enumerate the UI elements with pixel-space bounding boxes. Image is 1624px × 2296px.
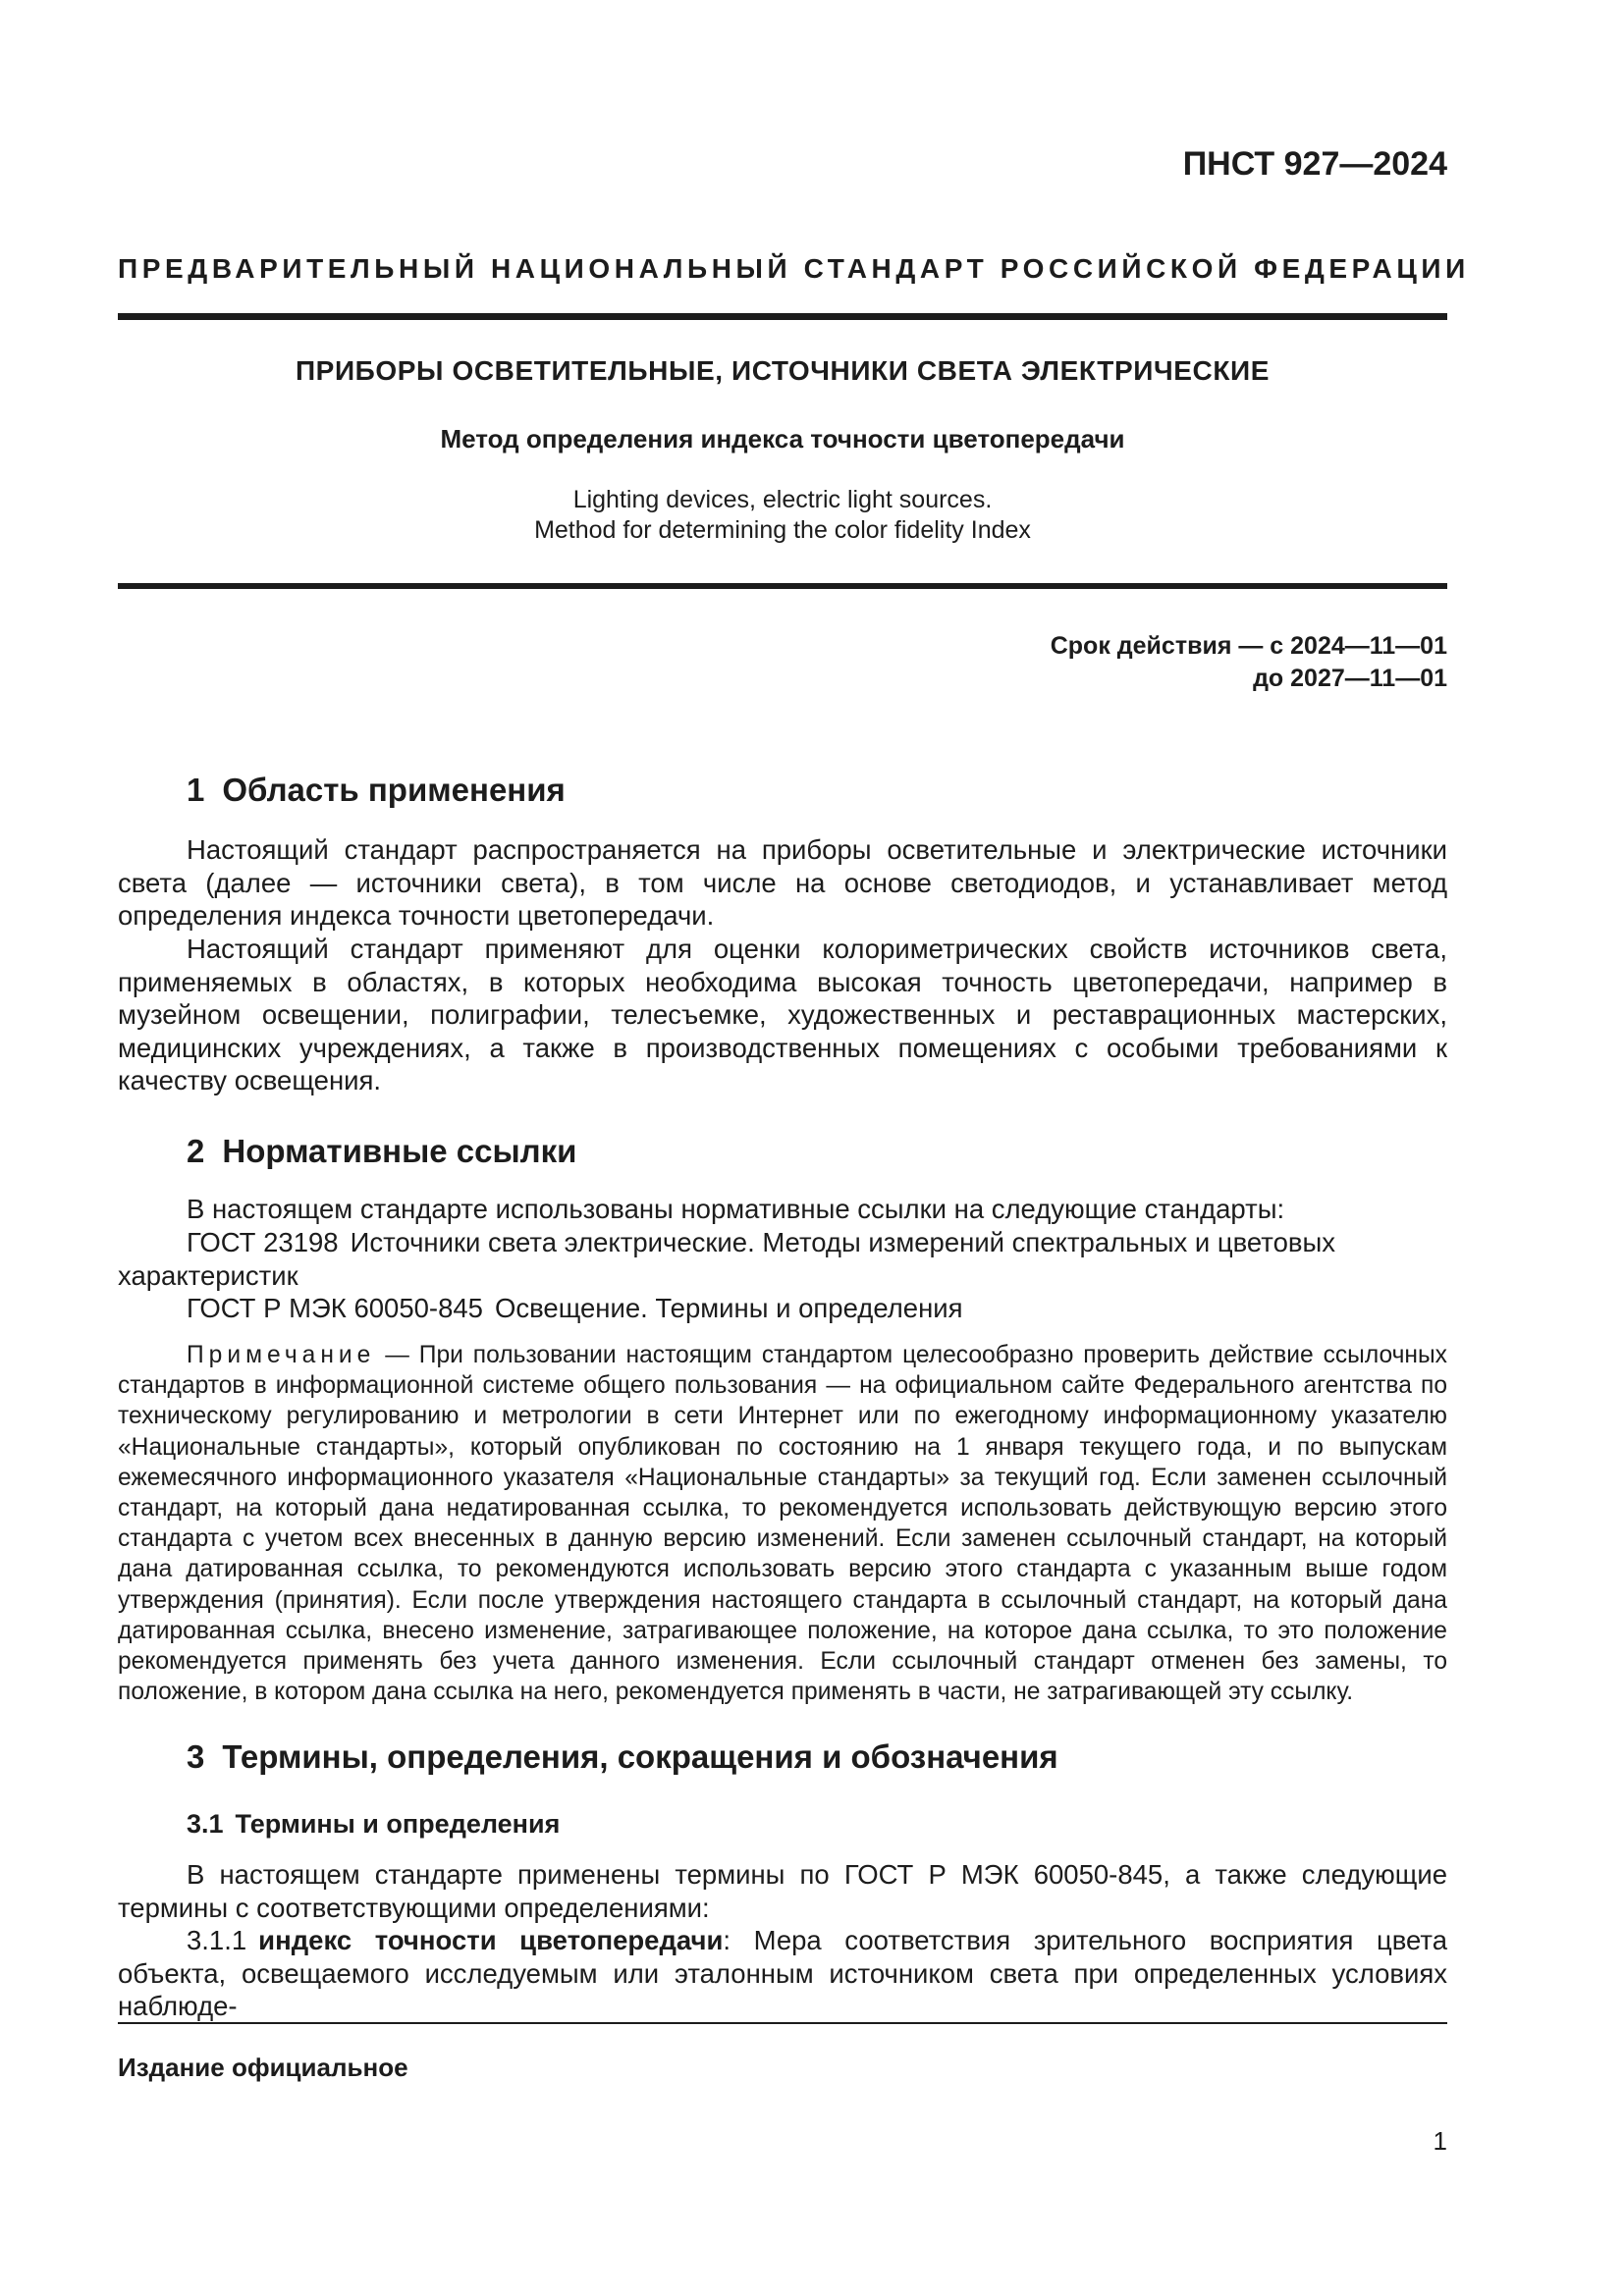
edition-label: Издание официальное xyxy=(118,2053,408,2082)
section-1-heading xyxy=(187,772,566,809)
section-3-title: Термины, определения, сокращения и обозначения xyxy=(222,1738,1058,1775)
section-3-number: 3 xyxy=(187,1738,205,1775)
english-title-line-1: Lighting devices, electric light sources. xyxy=(572,486,993,513)
section-2-title: Нормативные ссылки xyxy=(222,1133,577,1169)
section-2-intro: В настоящем стандарте использованы нормативные ссылки на следующие стандарты: xyxy=(187,1194,1285,1224)
section-1-paragraph-2: Настоящий стандарт применяют для оценки колориметрических свойств источников света, применяемых в областях, в которых необходима высокая точность цветопередачи, например в музейном освещении, полиграфии, телесъемке, художественных и реставрационных мастерских, медицинских учреждениях, а также в производственных помещениях с особыми требованиями к качеству освещения. xyxy=(118,934,1447,1095)
reference-1-code: ГОСТ 23198 xyxy=(187,1227,339,1257)
normative-reference-2 xyxy=(118,1292,1447,1325)
validity-period xyxy=(785,630,1447,695)
section-1-paragraph-1: Настоящий стандарт распространяется на приборы осветительные и электрические источники света (далее — источники света), в том числе на основе светодиодов, и устанавливает метод определения индекса точности цветопередачи. xyxy=(118,834,1447,931)
subsection-3-1-heading xyxy=(187,1809,560,1840)
title-bottom-rule xyxy=(118,583,1447,589)
english-title-line-2: Method for determining the color fidelity Index xyxy=(534,516,1031,544)
section-2-note xyxy=(118,1340,1447,1707)
subsection-3-1-title: Термины и определения xyxy=(235,1809,561,1839)
validity-start: Срок действия — с 2024—11—01 xyxy=(1050,632,1447,660)
reference-2-code: ГОСТ Р МЭК 60050-845 xyxy=(187,1293,483,1323)
note-label: Примечание xyxy=(187,1342,376,1368)
section-2-heading xyxy=(187,1133,576,1170)
section-1-title: Область применения xyxy=(222,772,566,808)
reference-2-title: Освещение. Термины и определения xyxy=(494,1293,963,1323)
section-2-number: 2 xyxy=(187,1133,205,1169)
section-3-heading xyxy=(187,1738,1058,1776)
validity-end: до 2027—11—01 xyxy=(1253,665,1447,692)
term-3-1-1 xyxy=(118,1924,1447,2023)
english-title xyxy=(118,485,1447,546)
footer-rule xyxy=(118,2022,1447,2024)
term-number: 3.1.1 xyxy=(187,1925,247,1955)
document-title: ПРИБОРЫ ОСВЕТИТЕЛЬНЫЕ, ИСТОЧНИКИ СВЕТА ЭЛЕКТРИЧЕСКИЕ xyxy=(295,355,1271,386)
subsection-3-1-number: 3.1 xyxy=(187,1809,224,1839)
section-3-paragraph-1: В настоящем стандарте применены термины по ГОСТ Р МЭК 60050-845, а также следующие термины с соответствующими определениями: xyxy=(118,1859,1447,1923)
reference-1-title: Источники света электрические. Методы измерений спектральных и цветовых характеристик xyxy=(118,1227,1335,1291)
document-subtitle: Метод определения индекса точности цветопередачи xyxy=(440,424,1125,454)
standard-type-heading: ПРЕДВАРИТЕЛЬНЫЙ НАЦИОНАЛЬНЫЙ СТАНДАРТ РОССИЙСКОЙ ФЕДЕРАЦИИ xyxy=(118,253,1470,284)
normative-reference-1 xyxy=(118,1226,1447,1292)
note-text: — При пользовании настоящим стандартом целесообразно проверить действие ссылочных стандартов в информационной системе общего пользования — на официальном сайте Федерального агентства по техническому регулированию и метрологии в сети Интернет или по ежегодному информационному указателю «Национальные стандарты», который опубликован по состоянию на 1 января текущего года, и по выпускам ежемесячного информационного указателя «Национальные стандарты» за текущий год. Если заменен ссылочный стандарт, на который дана недатированная ссылка, то рекомендуется использовать действующую версию этого стандарта с учетом всех внесенных в данную версию изменений. Если заменен ссылочный стандарт, на который дана датированная ссылка, то рекомендуются использовать версию этого стандарта с указанным выше годом утверждения (принятия). Если после утверждения настоящего стандарта в ссылочный стандарт, на который дана датированная ссылка, внесено изменение, затрагивающее положение, на которое дана ссылка, то это положение рекомендуется применять без учета данного изменения. Если ссылочный стандарт отменен без замены, то положение, в котором дана ссылка на него, рекомендуется применять в части, не затрагивающей эту ссылку. xyxy=(118,1342,1447,1706)
term-definition: : Мера соответствия зрительного восприятия цвета объекта, освещаемого исследуемым или эталонным источником света при определенных условиях наблюде- xyxy=(118,1925,1447,2021)
section-1-number: 1 xyxy=(187,772,205,808)
page-number: 1 xyxy=(1433,2126,1447,2156)
top-thick-rule xyxy=(118,313,1447,320)
term-name: индекс точности цветопередачи xyxy=(258,1925,724,1955)
standard-code: ПНСТ 927—2024 xyxy=(1182,145,1447,183)
